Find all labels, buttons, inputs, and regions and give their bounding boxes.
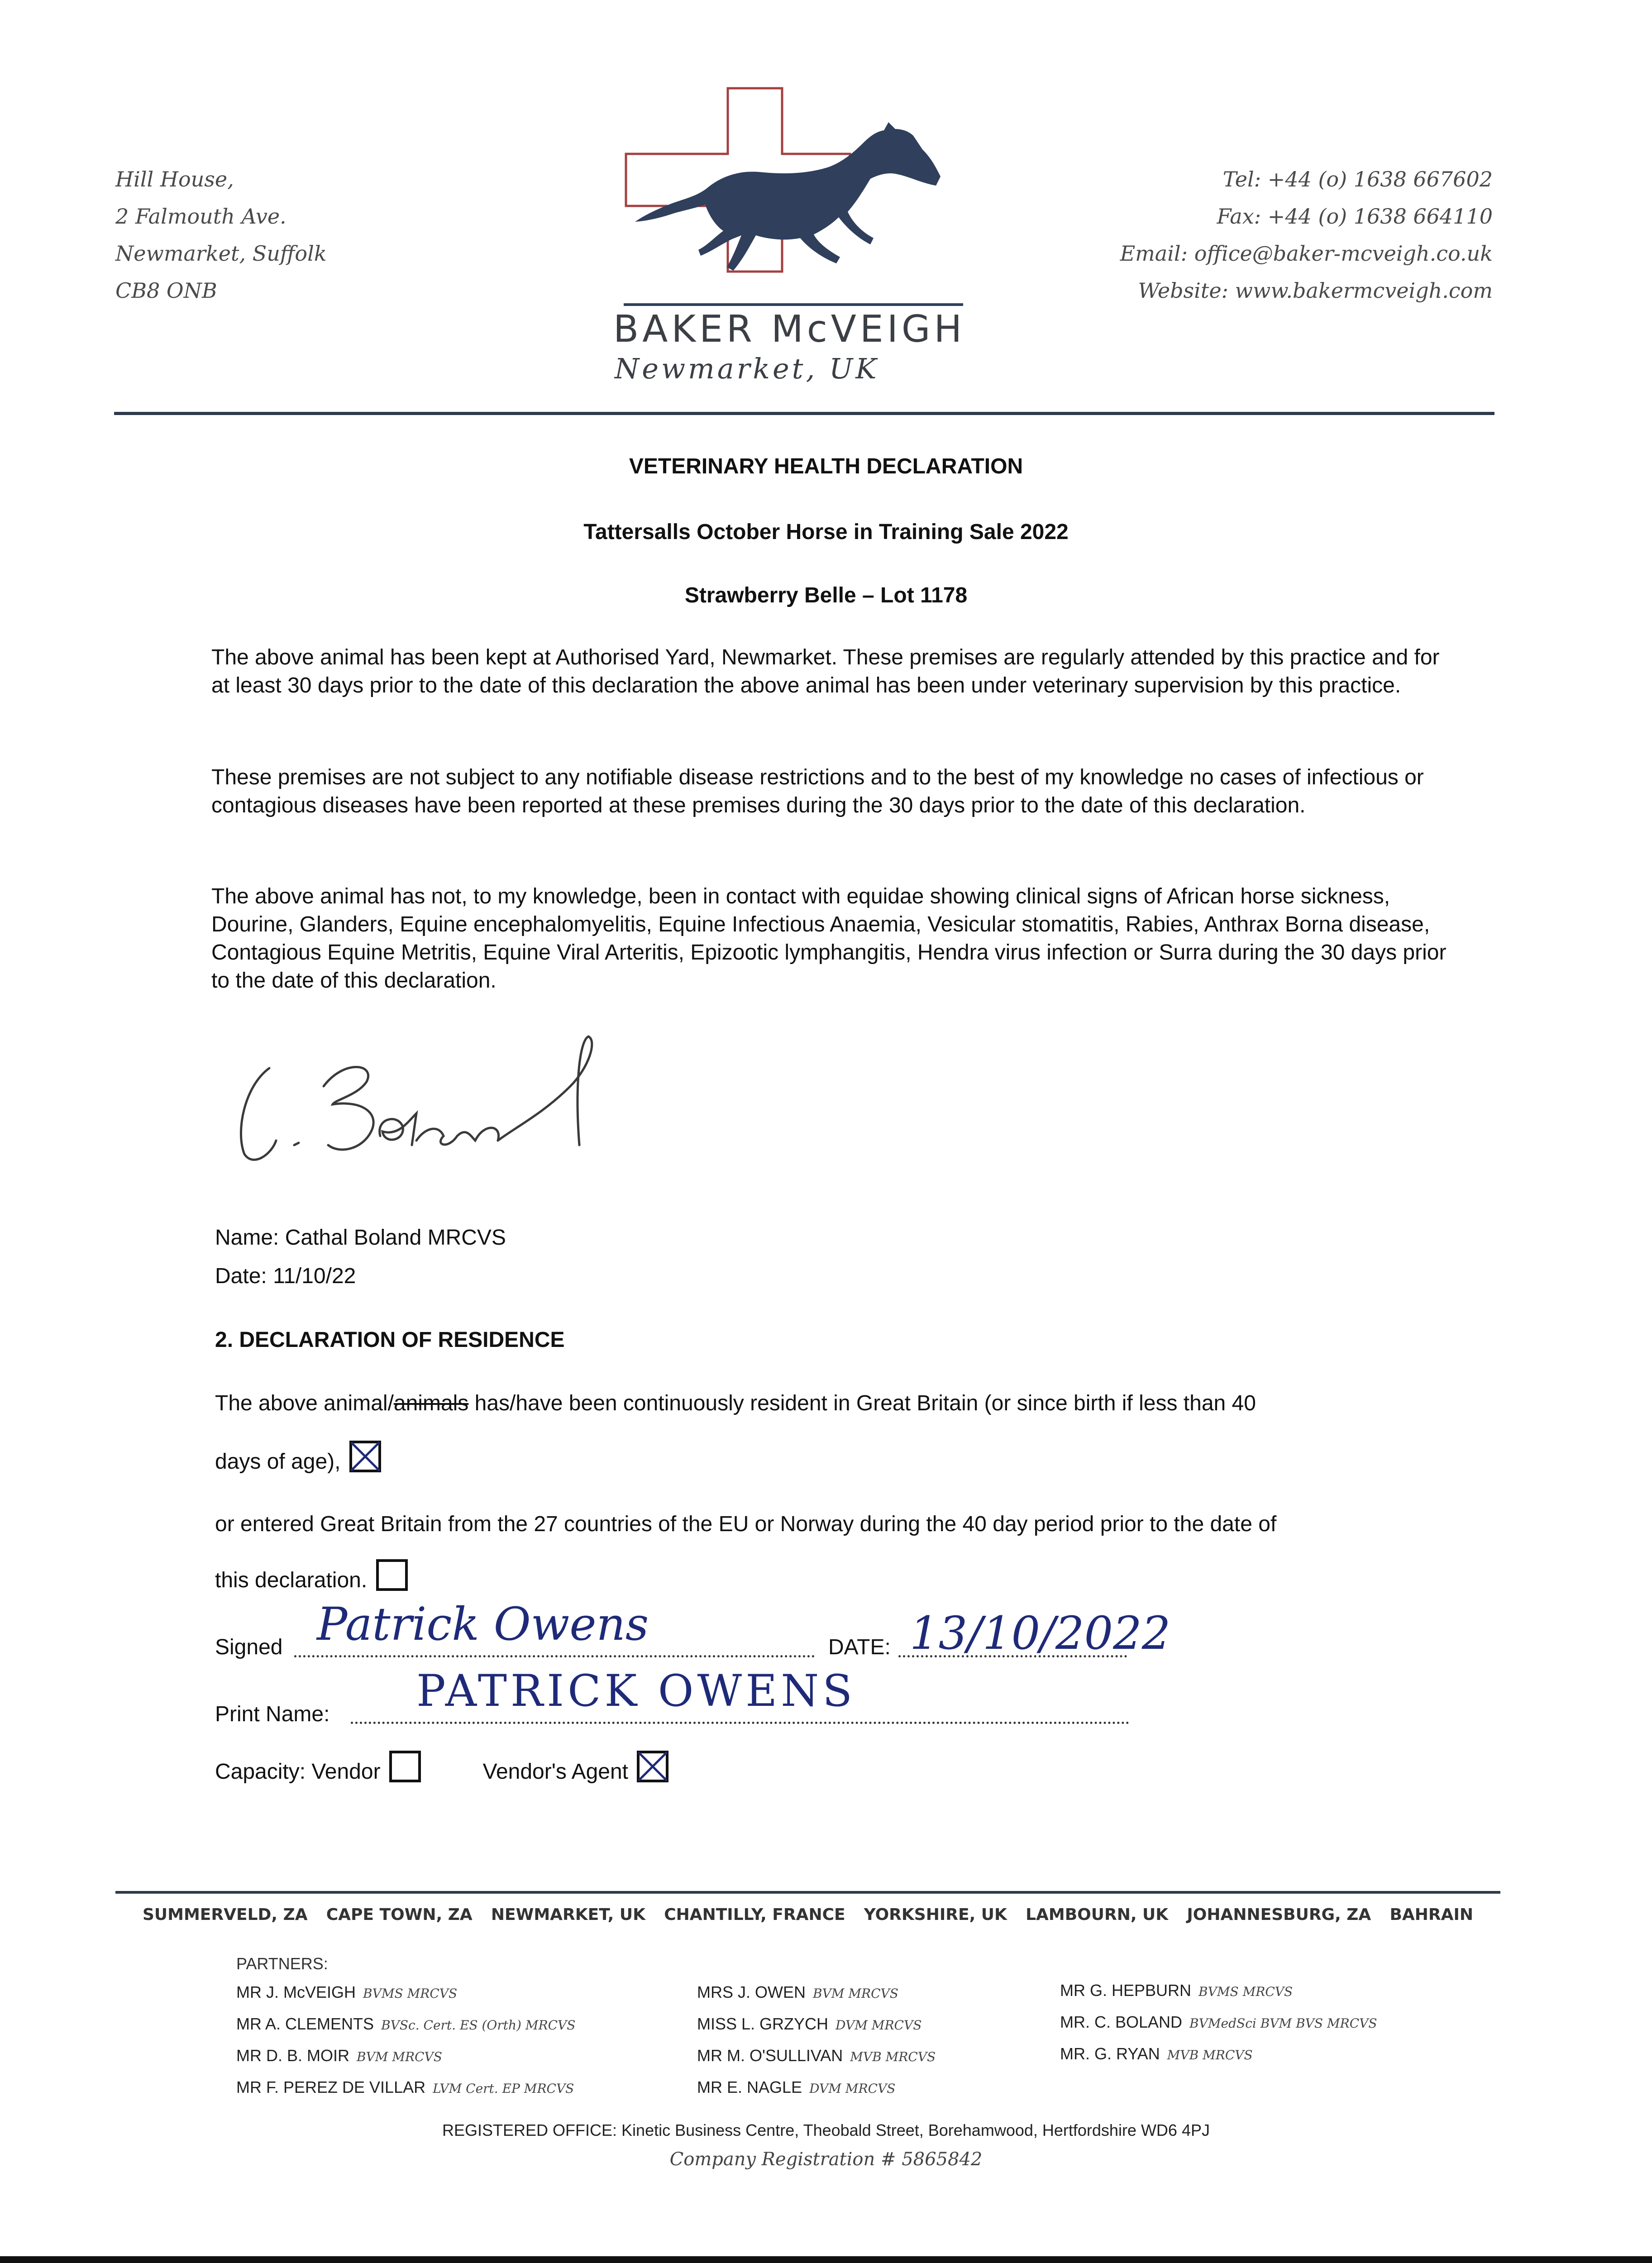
resident-checkbox[interactable] — [349, 1441, 381, 1472]
email-address: Email: office@baker-mcveigh.co.uk — [1120, 241, 1493, 266]
partner-qualifications: BVSc. Cert. ES (Orth) MRCVS — [381, 2018, 576, 2033]
office-location: NEWMARKET, UK — [491, 1905, 646, 1924]
vendor-signature: Patrick Owens — [317, 1598, 649, 1651]
partner-entry — [236, 1977, 575, 2009]
address-line: 2 Falmouth Ave. — [115, 204, 286, 229]
printed-name: PATRICK OWENS — [416, 1666, 856, 1716]
partner-entry — [697, 1977, 936, 2009]
sale-title: Tattersalls October Horse in Training Sale 2022 — [583, 520, 1069, 544]
horse-lot-title: Strawberry Belle – Lot 1178 — [684, 583, 968, 607]
office-location: JOHANNESBURG, ZA — [1187, 1905, 1371, 1924]
declaration-paragraph: The above animal has been kept at Authorised Yard, Newmarket. These premises are regularly attended by this practice and for at least 30 days prior to the date of this declaration the above animal has been under veterinary supervision by this practice. — [211, 645, 1440, 697]
brand-name: BAKER McVEIGH — [613, 308, 966, 351]
residence-line — [215, 1441, 381, 1474]
partner-qualifications: BVM MRCVS — [357, 2049, 442, 2064]
partner-qualifications: LVM Cert. EP MRCVS — [433, 2081, 574, 2096]
residence-text: The above animal/ — [215, 1391, 394, 1415]
partner-entry — [697, 2040, 936, 2072]
partner-entry — [697, 2072, 936, 2104]
office-locations — [143, 1905, 1500, 1924]
partner-name: MR E. NAGLE — [697, 2078, 802, 2096]
office-location: YORKSHIRE, UK — [864, 1905, 1007, 1924]
website-address: Website: www.bakermcveigh.com — [1138, 278, 1493, 303]
horse-and-cross-logo — [624, 86, 963, 312]
signed-label: Signed — [215, 1635, 283, 1659]
declaration-paragraph: These premises are not subject to any notifiable disease restrictions and to the best of my knowledge no cases of infectious or contagious diseases have been reported at these premises during the 30 days prior to the date of this declaration. — [211, 765, 1424, 817]
partner-name: MR M. O'SULLIVAN — [697, 2046, 843, 2065]
partner-name: MISS L. GRZYCH — [697, 2015, 829, 2033]
partners-label: PARTNERS: — [236, 1954, 328, 1973]
partner-name: MRS J. OWEN — [697, 1983, 806, 2001]
partner-entry — [1060, 2007, 1377, 2039]
horse-icon — [635, 122, 941, 271]
vet-date: Date: 11/10/22 — [215, 1264, 356, 1288]
office-location: LAMBOURN, UK — [1026, 1905, 1169, 1924]
residence-line — [215, 1559, 408, 1593]
entered-checkbox[interactable] — [376, 1559, 408, 1591]
partner-name: MR D. B. MOIR — [236, 2046, 349, 2065]
partner-qualifications: MVB MRCVS — [850, 2049, 936, 2064]
vendors-agent-checkbox[interactable] — [637, 1751, 668, 1782]
partner-qualifications: DVM MRCVS — [836, 2018, 922, 2033]
office-location: SUMMERVELD, ZA — [143, 1905, 308, 1924]
practice-address — [115, 161, 327, 309]
print-name-label: Print Name: — [215, 1702, 330, 1726]
vendors-agent-label: Vendor's Agent — [482, 1760, 629, 1784]
footer-divider — [115, 1891, 1500, 1894]
vendor-checkbox[interactable] — [389, 1751, 421, 1782]
partner-name: MR A. CLEMENTS — [236, 2015, 374, 2033]
residence-line — [215, 1391, 1256, 1416]
partner-qualifications: BVMedSci BVM BVS MRCVS — [1189, 2016, 1377, 2031]
date-label: DATE: — [828, 1635, 891, 1659]
office-location: BAHRAIN — [1389, 1905, 1473, 1924]
partner-qualifications: BVM MRCVS — [813, 1986, 898, 2001]
brand-location: Newmarket, UK — [615, 352, 879, 385]
capacity-label: Capacity: Vendor — [215, 1760, 381, 1784]
registered-office: REGISTERED OFFICE: Kinetic Business Centre, Theobald Street, Borehamwood, Hertfordshire WD6 4PJ — [442, 2121, 1210, 2139]
address-line: Hill House, — [115, 167, 234, 191]
vet-signature — [226, 1032, 661, 1204]
residence-text: has/have been continuously resident in Great Britain (or since birth if less than 40 — [468, 1391, 1256, 1415]
partner-qualifications: DVM MRCVS — [809, 2081, 896, 2096]
signature-line — [294, 1654, 815, 1657]
partner-name: MR F. PEREZ DE VILLAR — [236, 2078, 426, 2096]
phone-number: Tel: +44 (o) 1638 667602 — [1222, 167, 1493, 191]
partner-entry — [1060, 1975, 1377, 2007]
office-location: CHANTILLY, FRANCE — [664, 1905, 845, 1924]
partner-entry — [1060, 2039, 1377, 2070]
partner-name: MR G. HEPBURN — [1060, 1981, 1192, 2000]
partner-entry — [236, 2009, 575, 2040]
company-registration: Company Registration # 5865842 — [669, 2149, 983, 2170]
residence-line: or entered Great Britain from the 27 countries of the EU or Norway during the 40 day period prior to the date of — [215, 1512, 1277, 1536]
contact-details — [1120, 161, 1493, 309]
partner-name: MR. C. BOLAND — [1060, 2013, 1183, 2031]
residence-text: days of age), — [215, 1450, 341, 1474]
print-name-line — [351, 1721, 1129, 1724]
address-line: Newmarket, Suffolk — [115, 241, 327, 266]
vet-name: Name: Cathal Boland MRCVS — [215, 1226, 506, 1250]
partners-column — [236, 1977, 575, 2104]
partners-column — [697, 1977, 936, 2104]
header-divider — [114, 412, 1494, 415]
struck-word: animals — [393, 1391, 469, 1415]
declaration-paragraph: The above animal has not, to my knowledge, been in contact with equidae showing clinical signs of African horse sickness, Dourine, Glanders, Equine encephalomyelitis, Equine Infectious Anaemia, Vesicular stomatitis, Rabies, Anthrax Borna disease, Contagious Equine Metritis, Equine Viral Arteritis, Epizootic lymphangitis, Hendra virus infection or Surra during the 30 days prior to the date of this declaration. — [211, 884, 1447, 993]
partners-column — [1060, 1975, 1377, 2070]
document-title: VETERINARY HEALTH DECLARATION — [629, 454, 1023, 478]
signed-date: 13/10/2022 — [910, 1607, 1171, 1660]
partner-name: MR. G. RYAN — [1060, 2044, 1160, 2063]
partner-entry — [236, 2040, 575, 2072]
partner-qualifications: BVMS MRCVS — [1198, 1984, 1293, 1999]
office-location: CAPE TOWN, ZA — [326, 1905, 473, 1924]
scan-edge — [0, 2256, 1652, 2263]
partner-entry — [236, 2072, 575, 2104]
capacity-row — [215, 1751, 668, 1784]
residence-text: this declaration. — [215, 1568, 368, 1592]
partner-qualifications: BVMS MRCVS — [363, 1986, 458, 2001]
partner-entry — [697, 2009, 936, 2040]
partner-name: MR J. McVEIGH — [236, 1983, 356, 2001]
fax-number: Fax: +44 (o) 1638 664110 — [1217, 204, 1493, 229]
address-line: CB8 ONB — [115, 278, 217, 303]
residence-heading: 2. DECLARATION OF RESIDENCE — [215, 1328, 565, 1352]
partner-qualifications: MVB MRCVS — [1167, 2048, 1253, 2062]
